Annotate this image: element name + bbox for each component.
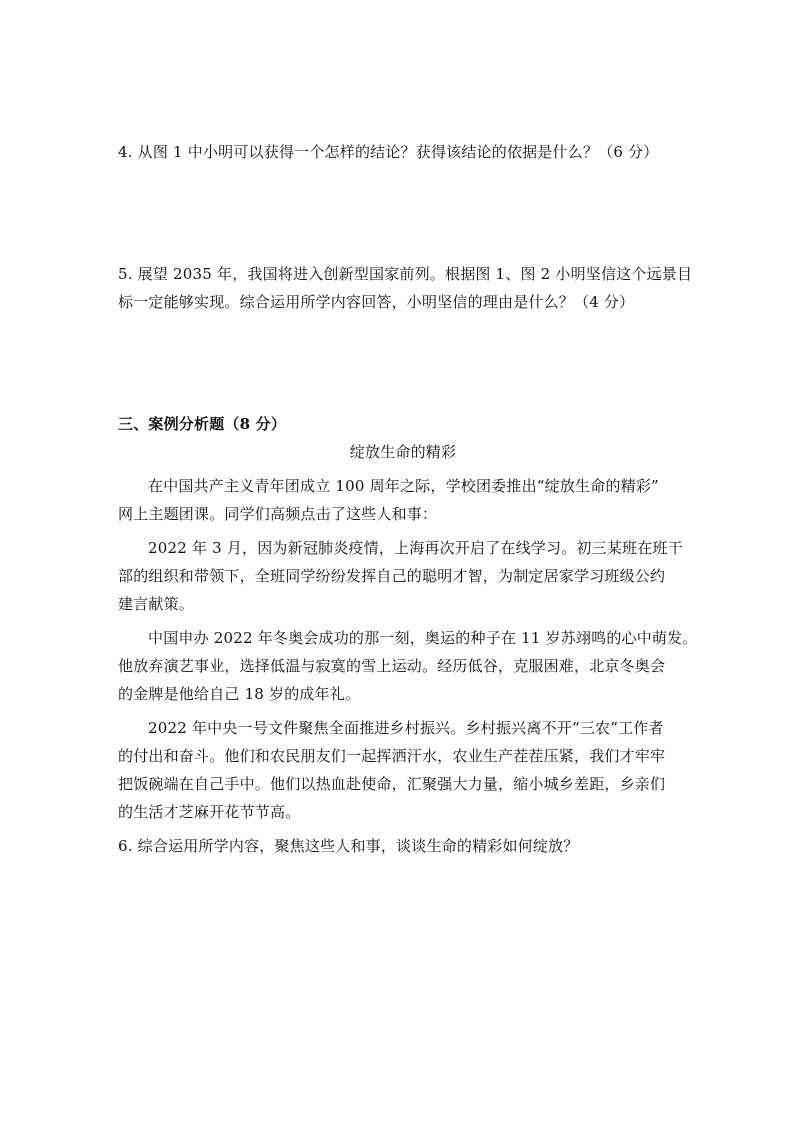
paragraph-3-line-1: 中国申办 2022 年冬奥会成功的那一刻，奥运的种子在 11 岁苏翊鸣的心中萌发。 xyxy=(148,629,698,647)
paragraph-4-line-4: 的生活才芝麻开花节节高。 xyxy=(118,803,301,821)
paragraph-1-line-1: 在中国共产主义青年团成立 100 周年之际，学校团委推出“绽放生命的精彩” xyxy=(148,477,659,495)
paragraph-2-line-2: 部的组织和带领下，全班同学纷纷发挥自己的聪明才智，为制定居家学习班级公约 xyxy=(118,567,666,585)
paragraph-4-line-3: 把饭碗端在自己手中。他们以热血赴使命，汇聚强大力量，缩小城乡差距，乡亲们 xyxy=(118,775,666,793)
paragraph-2-line-3: 建言献策。 xyxy=(118,595,195,613)
paragraph-3-line-2: 他放弃演艺事业，选择低温与寂寞的雪上运动。经历低谷，克服困难，北京冬奥会 xyxy=(118,657,666,675)
paragraph-4-line-1: 2022 年中央一号文件聚焦全面推进乡村振兴。乡村振兴离不开“三农”工作者 xyxy=(148,719,664,737)
paragraph-3-line-3: 的金牌是他给自己 18 岁的成年礼。 xyxy=(118,685,361,703)
question-5-line-2: 标一定能够实现。综合运用所学内容回答，小明坚信的理由是什么？（4 分） xyxy=(118,293,635,311)
section-heading: 三、案例分析题（8 分） xyxy=(118,415,287,433)
case-title: 绽放生命的精彩 xyxy=(349,443,457,461)
paragraph-2-line-1: 2022 年 3 月，因为新冠肺炎疫情，上海再次开启了在线学习。初三某班在班干 xyxy=(148,539,683,557)
paragraph-1-line-2: 网上主题团课。同学们高频点击了这些人和事： xyxy=(118,505,438,523)
paragraph-4-line-2: 的付出和奋斗。他们和农民朋友们一起挥洒汗水，农业生产茬茬压紧，我们才牢牢 xyxy=(118,747,666,765)
question-4: 4. 从图 1 中小明可以获得一个怎样的结论？获得该结论的依据是什么？（6 分） xyxy=(118,143,659,161)
question-5-line-1: 5. 展望 2035 年，我国将进入创新型国家前列。根据图 1、图 2 小明坚信这个远景目 xyxy=(118,265,693,283)
question-6: 6. 综合运用所学内容，聚焦这些人和事，谈谈生命的精彩如何绽放？ xyxy=(118,837,579,855)
